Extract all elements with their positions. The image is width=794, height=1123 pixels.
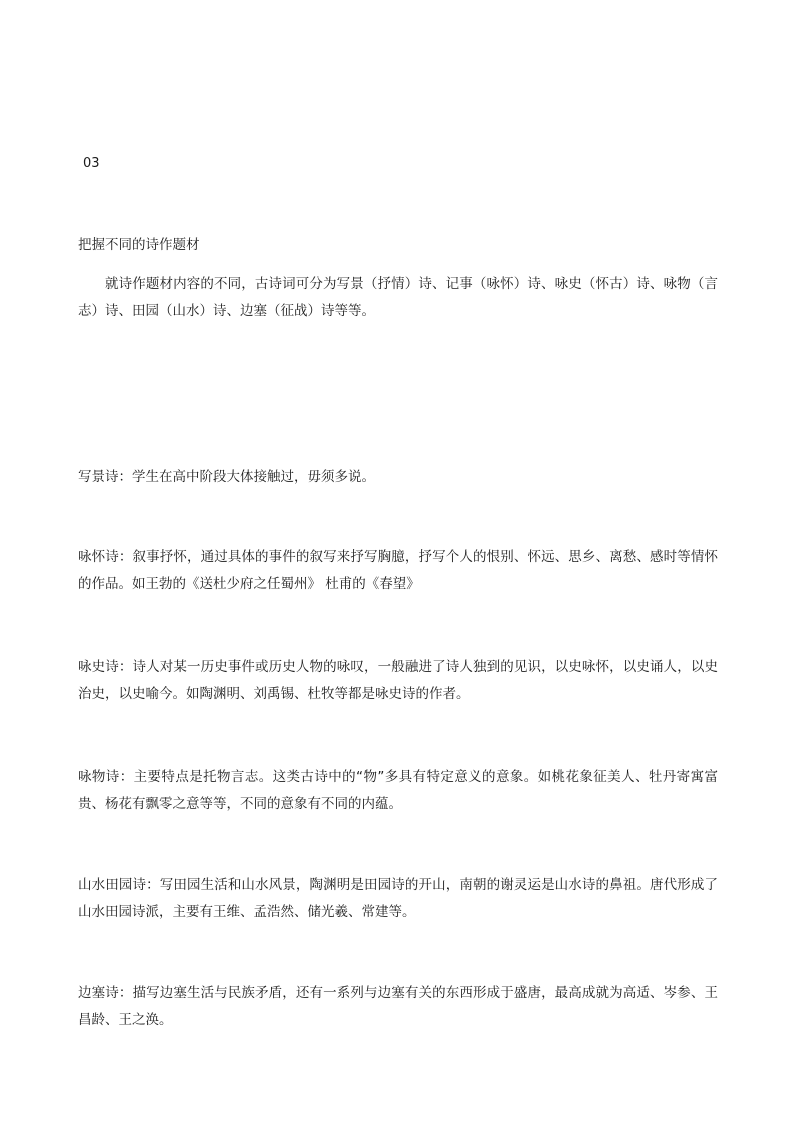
category-xiejing-paragraph: 写景诗：学生在高中阶段大体接触过，毋须多说。 <box>78 469 375 485</box>
intro-paragraph: 就诗作题材内容的不同，古诗词可分为写景（抒情）诗、记事（咏怀）诗、咏史（怀古）诗、咏物（言志）诗、田园（山水）诗、边塞（征战）诗等等。 <box>78 276 718 319</box>
category-yongwu-paragraph: 咏物诗：主要特点是托物言志。这类古诗中的“物”多具有特定意义的意象。如桃花象征美人、牡丹寄寓富贵、杨花有飘零之意等等，不同的意象有不同的内蕴。 <box>78 769 718 812</box>
category-biansai-paragraph: 边塞诗：描写边塞生活与民族矛盾，还有一系列与边塞有关的东西形成于盛唐，最高成就为高适、岑参、王昌龄、王之涣。 <box>78 985 718 1028</box>
category-shanshui-tianyuan-paragraph: 山水田园诗：写田园生活和山水风景，陶渊明是田园诗的开山，南朝的谢灵运是山水诗的鼻祖。唐代形成了山水田园诗派，主要有王维、孟浩然、储光羲、常建等。 <box>78 877 718 920</box>
section-number: 03 <box>83 156 100 171</box>
section-title: 把握不同的诗作题材 <box>78 237 200 253</box>
category-yonghuai-paragraph: 咏怀诗：叙事抒怀，通过具体的事件的叙写来抒写胸臆，抒写个人的恨别、怀远、思乡、离愁、感时等情怀的作品。如王勃的《送杜少府之任蜀州》 杜甫的《春望》 <box>78 549 718 592</box>
category-yongshi-paragraph: 咏史诗：诗人对某一历史事件或历史人物的咏叹，一般融进了诗人独到的见识，以史咏怀，以史诵人，以史治史，以史喻今。如陶渊明、刘禹锡、杜牧等都是咏史诗的作者。 <box>78 659 718 702</box>
